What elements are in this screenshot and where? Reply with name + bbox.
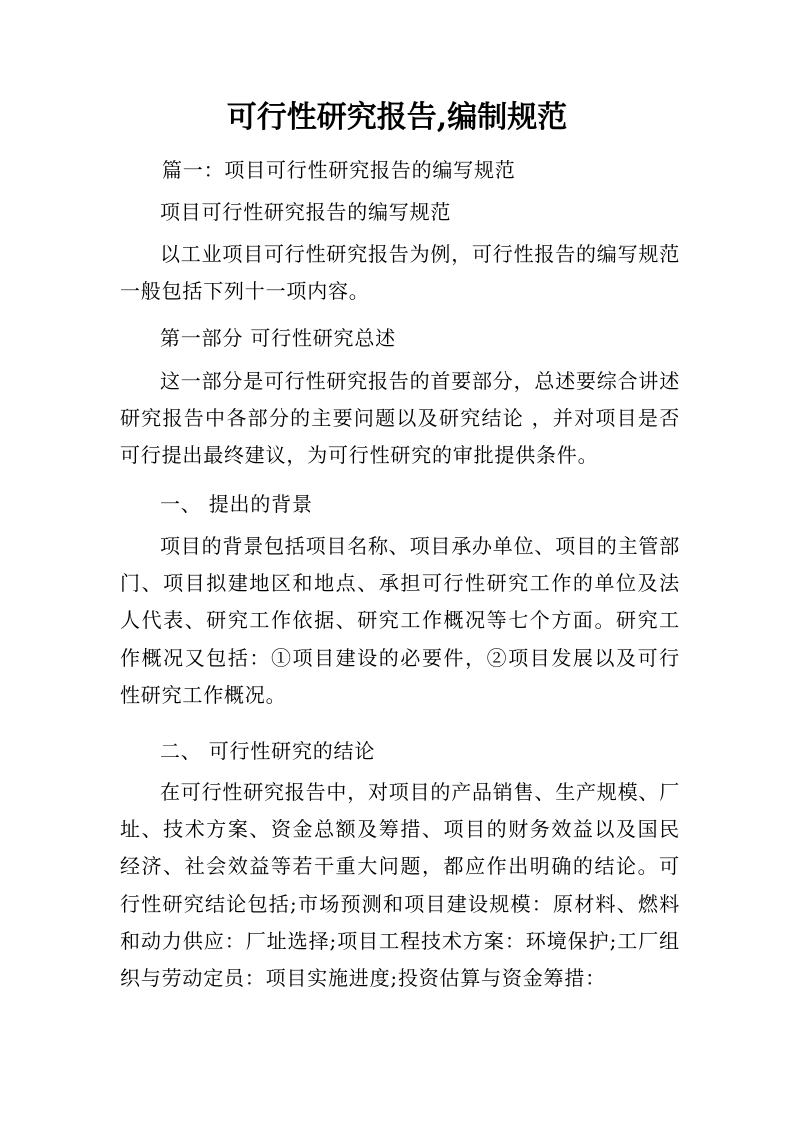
document-title: 可行性研究报告,编制规范	[226, 100, 568, 135]
body-paragraph: 这一部分是可行性研究报告的首要部分，总述要综合讲述研究报告中各部分的主要问题以及研究结论 ，并对项目是否可行提出最终建议，为可行性研究的审批提供条件。	[120, 369, 680, 468]
body-paragraph: 项目的背景包括项目名称、项目承办单位、项目的主管部门、项目拟建地区和地点、承担可行性研究工作的单位及法人代表、研究工作依据、研究工作概况等七个方面。研究工作概况又包括：①项目建设的必要件，②项目发展以及可行性研究工作概况。	[120, 534, 680, 707]
item-heading: 二、 可行性研究的结论	[160, 739, 376, 763]
subsection-heading: 项目可行性研究报告的编写规范	[160, 200, 452, 224]
section-heading: 篇一：项目可行性研究报告的编写规范	[162, 158, 516, 182]
part-heading: 第一部分 可行性研究总述	[160, 326, 396, 350]
body-paragraph: 在可行性研究报告中，对项目的产品销售、生产规模、厂址、技术方案、资金总额及筹措、项目的财务效益以及国民经济、社会效益等若干重大问题，都应作出明确的结论。可行性研究结论包括;市场预测和项目建设规模：原材料、燃料和动力供应：厂址选择;项目工程技术方案：环境保护;工厂组织与劳动定员：项目实施进度;投资估算与资金筹措：	[120, 780, 680, 991]
item-heading: 一、 提出的背景	[160, 492, 313, 516]
body-paragraph: 以工业项目可行性研究报告为例，可行性报告的编写规范一般包括下列十一项内容。	[120, 242, 680, 304]
